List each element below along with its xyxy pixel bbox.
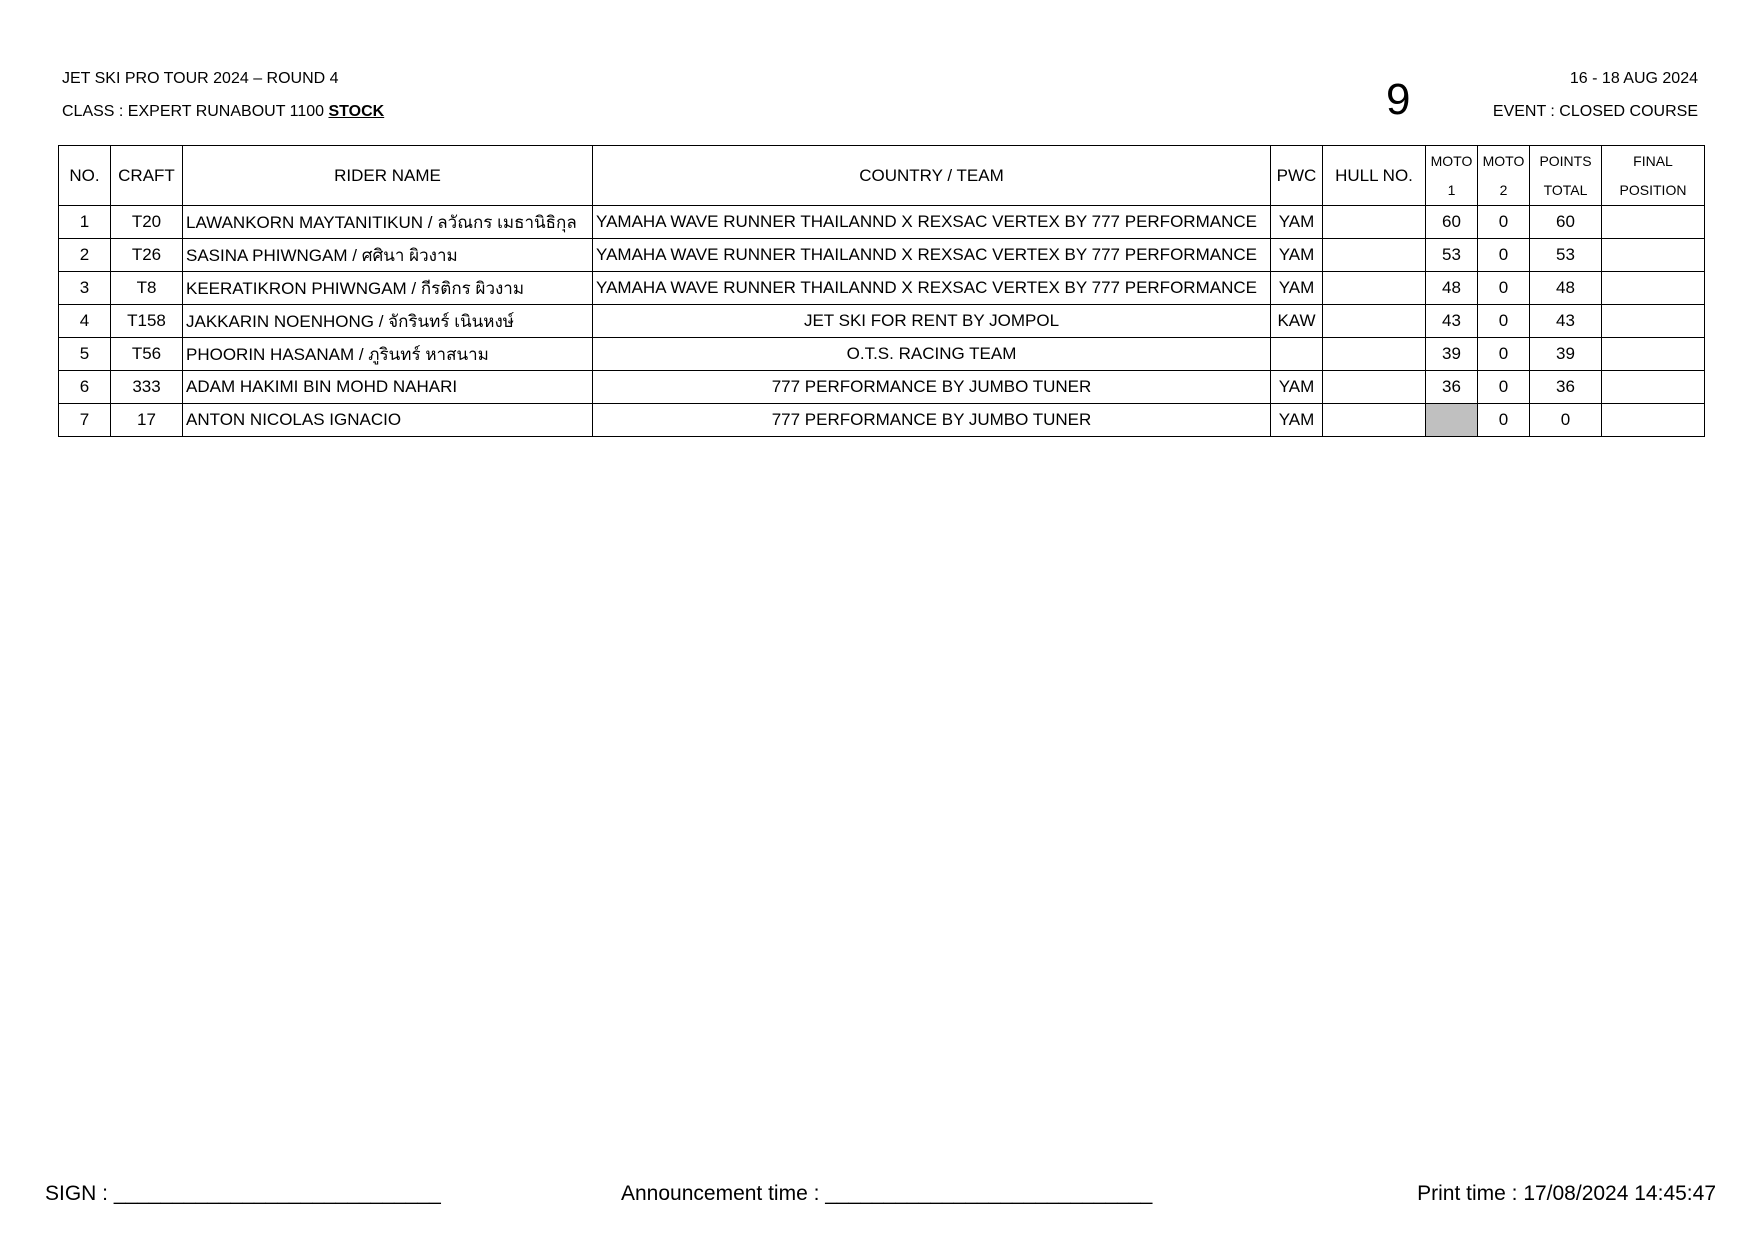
cell-no: 7 xyxy=(59,404,111,437)
cell-final-position xyxy=(1602,272,1705,305)
cell-moto2: 0 xyxy=(1478,206,1530,239)
sign-line: SIGN : ____________________________ xyxy=(45,1182,441,1205)
table-row xyxy=(59,272,1705,305)
cell-pwc: YAM xyxy=(1271,206,1323,239)
cell-moto1: 36 xyxy=(1426,371,1478,404)
col-header-pwc: PWC xyxy=(1271,146,1323,206)
table-row xyxy=(59,338,1705,371)
class-label: CLASS : EXPERT RUNABOUT 1100 xyxy=(62,103,325,120)
event-title: JET SKI PRO TOUR 2024 – ROUND 4 xyxy=(62,70,339,87)
cell-rider-name: LAWANKORN MAYTANITIKUN / ลวัณกร เมธานิธิกุล xyxy=(183,206,593,239)
cell-no: 3 xyxy=(59,272,111,305)
col-header-moto1-top: MOTO xyxy=(1426,146,1478,176)
cell-points-total: 43 xyxy=(1530,305,1602,338)
cell-team: 777 PERFORMANCE BY JUMBO TUNER xyxy=(593,404,1271,437)
cell-pwc: YAM xyxy=(1271,404,1323,437)
cell-rider-name: PHOORIN HASANAM / ภูรินทร์ หาสนาม xyxy=(183,338,593,371)
col-header-points-top: POINTS xyxy=(1530,146,1602,176)
cell-hull-no xyxy=(1323,338,1426,371)
col-header-points-bottom: TOTAL xyxy=(1530,176,1602,206)
cell-pwc: YAM xyxy=(1271,371,1323,404)
col-header-rider: RIDER NAME xyxy=(183,146,593,206)
cell-moto1: 48 xyxy=(1426,272,1478,305)
cell-points-total: 0 xyxy=(1530,404,1602,437)
cell-craft: 333 xyxy=(111,371,183,404)
cell-points-total: 53 xyxy=(1530,239,1602,272)
cell-final-position xyxy=(1602,206,1705,239)
cell-final-position xyxy=(1602,404,1705,437)
cell-points-total: 48 xyxy=(1530,272,1602,305)
cell-craft: T26 xyxy=(111,239,183,272)
cell-rider-name: JAKKARIN NOENHONG / จักรินทร์ เนินหงษ์ xyxy=(183,305,593,338)
col-header-hull: HULL NO. xyxy=(1323,146,1426,206)
col-header-final-top: FINAL xyxy=(1602,146,1705,176)
cell-rider-name: SASINA PHIWNGAM / ศศินา ผิวงาม xyxy=(183,239,593,272)
cell-craft: T20 xyxy=(111,206,183,239)
cell-craft: T158 xyxy=(111,305,183,338)
table-row xyxy=(59,404,1705,437)
event-dates: 16 - 18 AUG 2024 xyxy=(1569,70,1698,87)
cell-moto1: 60 xyxy=(1426,206,1478,239)
cell-team: YAMAHA WAVE RUNNER THAILANND X REXSAC VERTEX BY 777 PERFORMANCE xyxy=(593,239,1271,272)
class-stock-label: STOCK xyxy=(328,103,385,120)
cell-hull-no xyxy=(1323,371,1426,404)
col-header-final-bottom: POSITION xyxy=(1602,176,1705,206)
cell-craft: T56 xyxy=(111,338,183,371)
cell-final-position xyxy=(1602,371,1705,404)
cell-team: YAMAHA WAVE RUNNER THAILANND X REXSAC VERTEX BY 777 PERFORMANCE xyxy=(593,272,1271,305)
cell-rider-name: ADAM HAKIMI BIN MOHD NAHARI xyxy=(183,371,593,404)
cell-moto2: 0 xyxy=(1478,305,1530,338)
cell-moto1 xyxy=(1426,404,1478,437)
cell-team: O.T.S. RACING TEAM xyxy=(593,338,1271,371)
event-type: EVENT : CLOSED COURSE xyxy=(1492,103,1698,120)
col-header-craft: CRAFT xyxy=(111,146,183,206)
cell-moto2: 0 xyxy=(1478,338,1530,371)
cell-moto2: 0 xyxy=(1478,371,1530,404)
cell-pwc: YAM xyxy=(1271,272,1323,305)
cell-points-total: 60 xyxy=(1530,206,1602,239)
cell-rider-name: KEERATIKRON PHIWNGAM / กีรติกร ผิวงาม xyxy=(183,272,593,305)
cell-craft: 17 xyxy=(111,404,183,437)
cell-team: YAMAHA WAVE RUNNER THAILANND X REXSAC VERTEX BY 777 PERFORMANCE xyxy=(593,206,1271,239)
cell-moto1: 53 xyxy=(1426,239,1478,272)
cell-points-total: 36 xyxy=(1530,371,1602,404)
col-header-team: COUNTRY / TEAM xyxy=(593,146,1271,206)
cell-pwc: YAM xyxy=(1271,239,1323,272)
cell-no: 5 xyxy=(59,338,111,371)
table-row xyxy=(59,239,1705,272)
cell-final-position xyxy=(1602,239,1705,272)
cell-team: 777 PERFORMANCE BY JUMBO TUNER xyxy=(593,371,1271,404)
announcement-time-line: Announcement time : ____________________________ xyxy=(621,1182,1153,1205)
table-header xyxy=(59,146,1705,206)
cell-rider-name: ANTON NICOLAS IGNACIO xyxy=(183,404,593,437)
cell-hull-no xyxy=(1323,206,1426,239)
class-line xyxy=(62,103,384,121)
col-header-moto2-top: MOTO xyxy=(1478,146,1530,176)
page-number: 9 xyxy=(1386,75,1411,124)
cell-moto2: 0 xyxy=(1478,272,1530,305)
cell-pwc: KAW xyxy=(1271,305,1323,338)
cell-moto1: 43 xyxy=(1426,305,1478,338)
cell-moto1: 39 xyxy=(1426,338,1478,371)
print-time: Print time : 17/08/2024 14:45:47 xyxy=(1417,1182,1716,1205)
cell-no: 1 xyxy=(59,206,111,239)
cell-final-position xyxy=(1602,305,1705,338)
col-header-moto2-bottom: 2 xyxy=(1478,176,1530,206)
table-row xyxy=(59,305,1705,338)
results-table xyxy=(58,145,1705,437)
cell-team: JET SKI FOR RENT BY JOMPOL xyxy=(593,305,1271,338)
col-header-no: NO. xyxy=(59,146,111,206)
cell-moto2: 0 xyxy=(1478,404,1530,437)
cell-moto2: 0 xyxy=(1478,239,1530,272)
cell-hull-no xyxy=(1323,305,1426,338)
table-row xyxy=(59,206,1705,239)
cell-no: 2 xyxy=(59,239,111,272)
cell-final-position xyxy=(1602,338,1705,371)
cell-no: 6 xyxy=(59,371,111,404)
cell-no: 4 xyxy=(59,305,111,338)
table-row xyxy=(59,371,1705,404)
cell-hull-no xyxy=(1323,404,1426,437)
cell-pwc xyxy=(1271,338,1323,371)
table-body xyxy=(59,206,1705,437)
cell-hull-no xyxy=(1323,272,1426,305)
cell-hull-no xyxy=(1323,239,1426,272)
col-header-moto1-bottom: 1 xyxy=(1426,176,1478,206)
cell-points-total: 39 xyxy=(1530,338,1602,371)
cell-craft: T8 xyxy=(111,272,183,305)
